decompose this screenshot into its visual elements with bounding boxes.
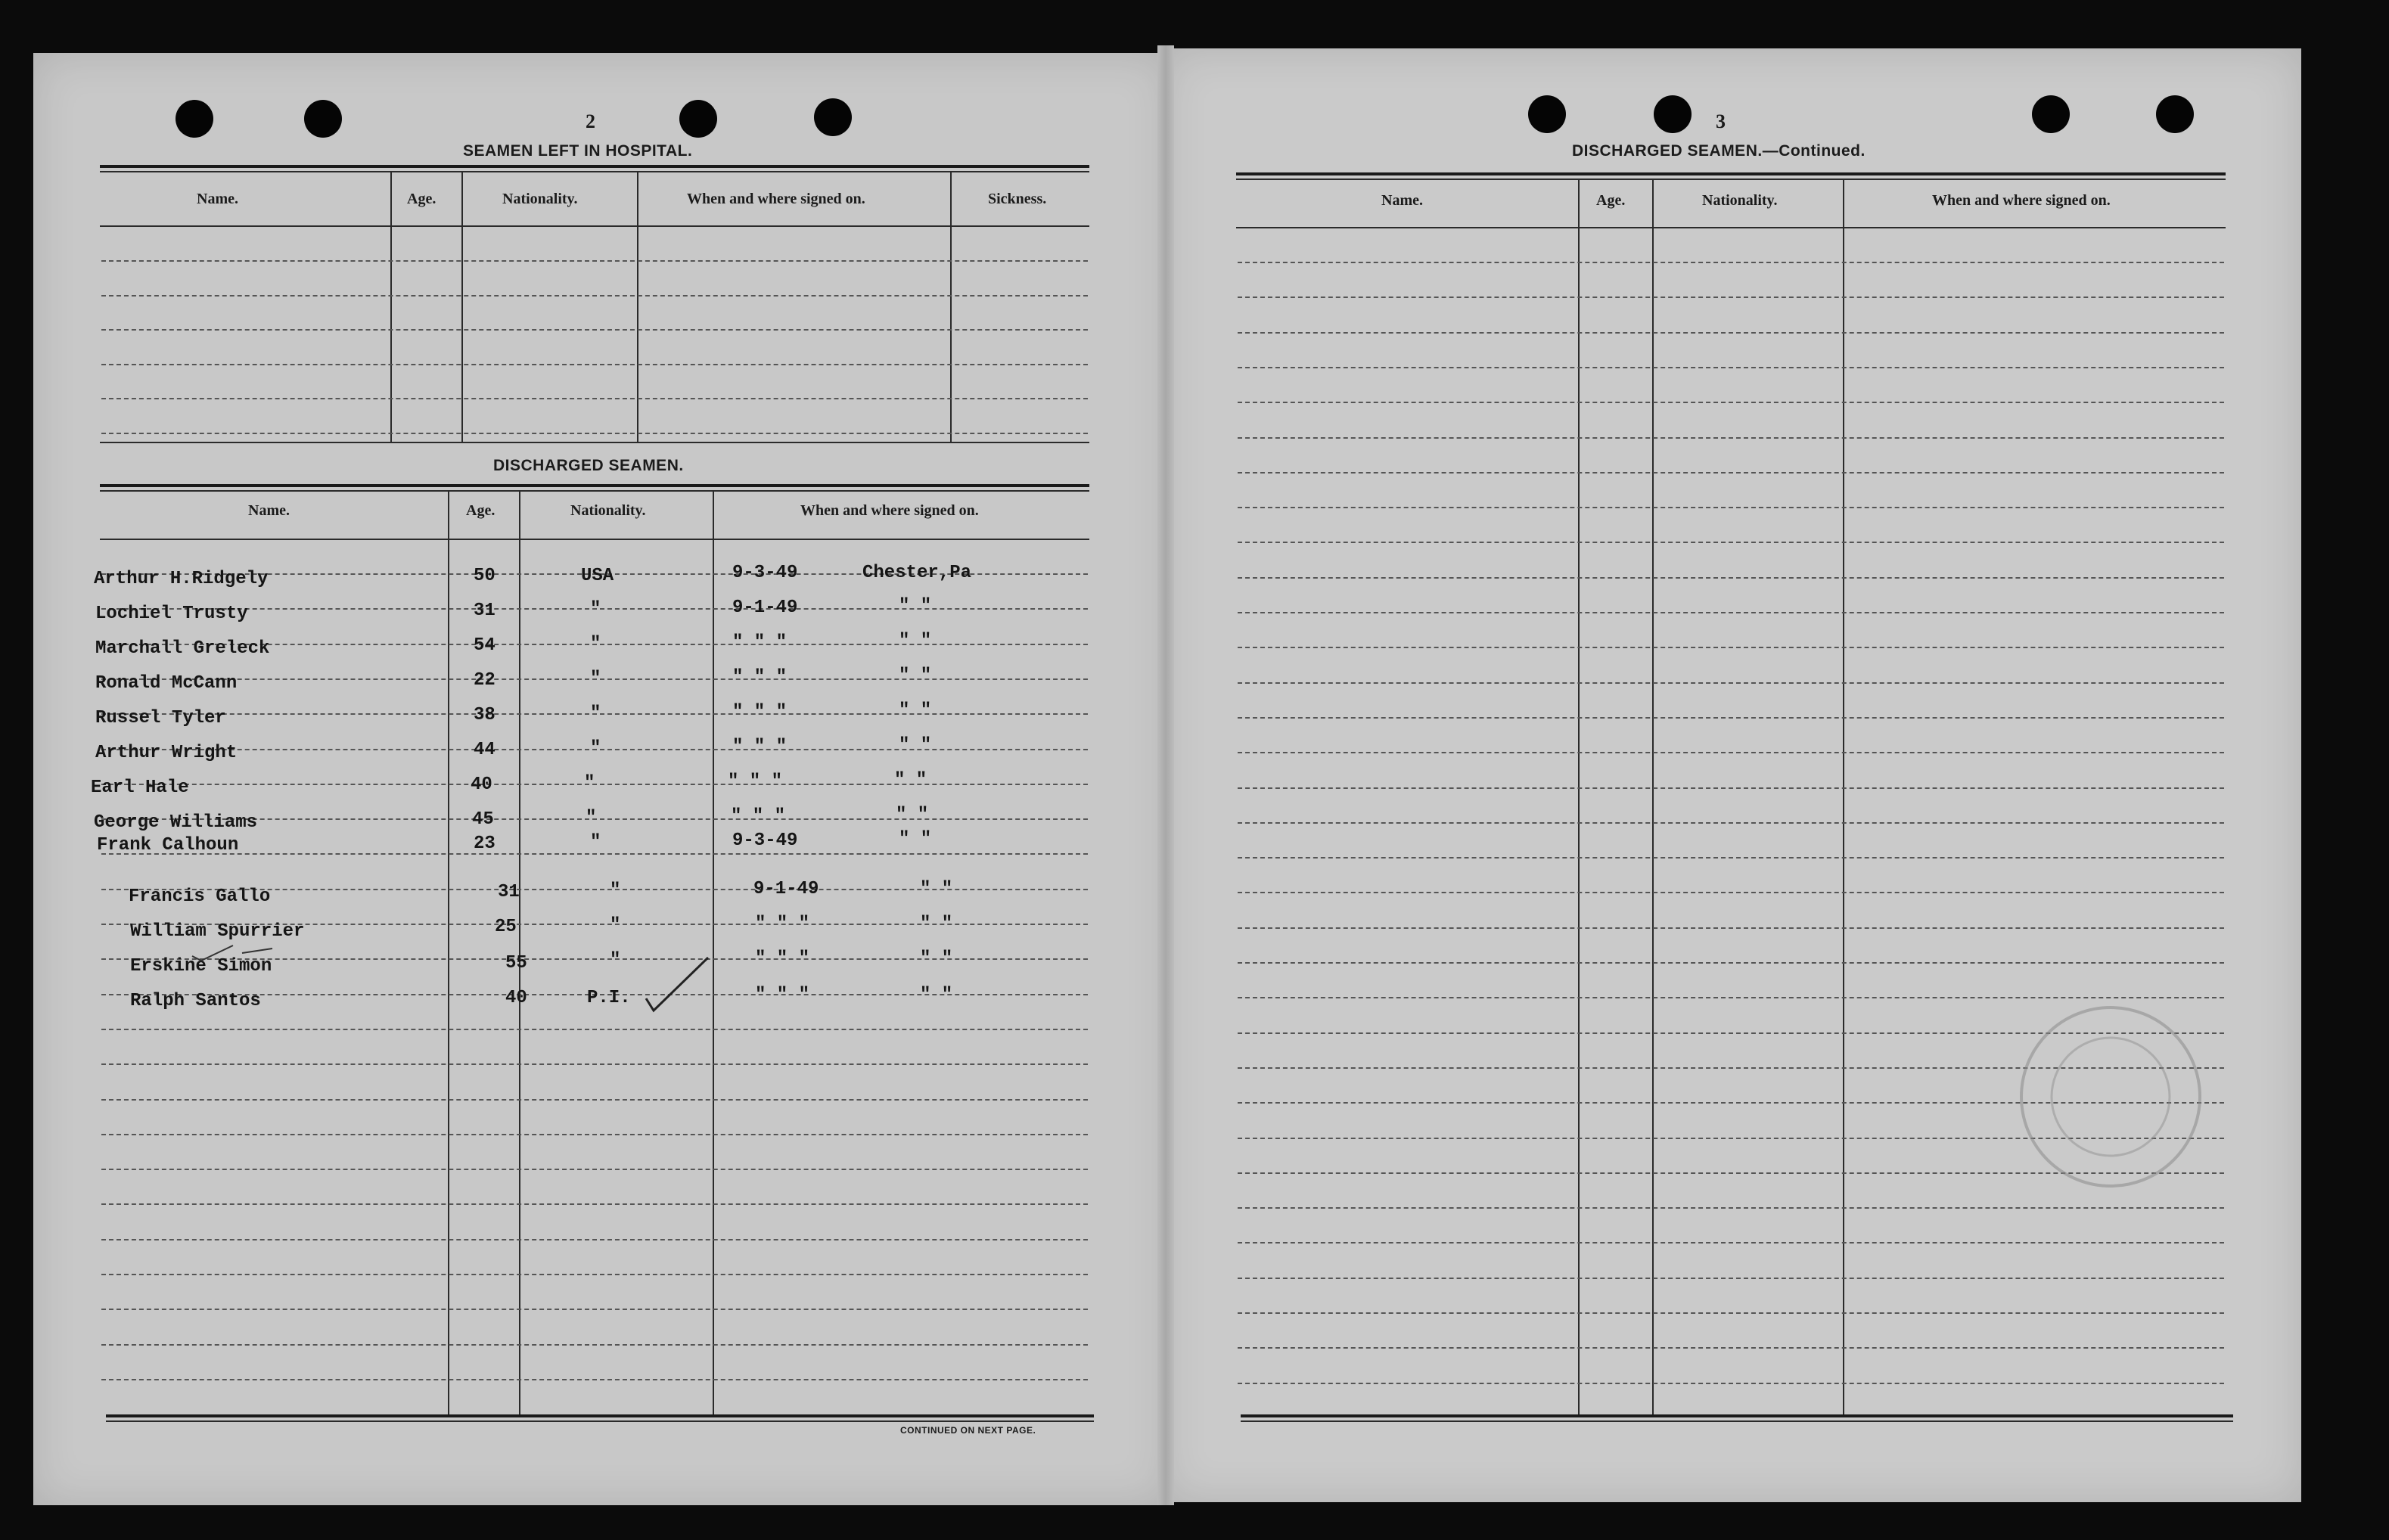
discharged-col-name: Name. [248, 502, 290, 519]
ruled-line [101, 329, 1088, 331]
ruled-line [1238, 962, 2224, 964]
seaman-place: " " [899, 735, 932, 756]
right-col-nationality: Nationality. [1702, 192, 1778, 209]
seaman-place: " " [899, 666, 932, 686]
table-rule [106, 1414, 1094, 1417]
punch-hole [679, 100, 717, 138]
seaman-nationality: " [590, 738, 601, 759]
table-rule [100, 225, 1089, 227]
right-col-age: Age. [1596, 192, 1626, 209]
column-rule [1578, 179, 1580, 1414]
hospital-col-signed-on: When and where signed on. [687, 191, 865, 207]
seaman-name: William Spurrier [130, 921, 305, 942]
page-number: 2 [586, 110, 595, 132]
seaman-nationality: " [586, 808, 597, 828]
hospital-col-age: Age. [407, 191, 436, 207]
seaman-nationality: " [590, 599, 601, 619]
ruled-line [101, 1134, 1088, 1135]
column-rule [1843, 179, 1844, 1414]
seaman-name: Arthur H.Ridgely [94, 569, 269, 589]
seaman-nationality: " [610, 880, 621, 901]
seaman-nationality: " [610, 915, 621, 936]
discharged-col-signed-on: When and where signed on. [800, 502, 979, 519]
seaman-place: " " [920, 914, 953, 934]
seaman-place: " " [920, 949, 953, 969]
table-rule [1236, 172, 2226, 175]
ruled-line [101, 295, 1088, 297]
ruled-line [1238, 542, 2224, 543]
seaman-nationality: " [590, 634, 601, 654]
postmark-stamp [1997, 983, 2224, 1210]
ruled-line [1238, 297, 2224, 298]
seaman-place: " " [899, 596, 932, 616]
ruled-line [1238, 717, 2224, 719]
seaman-age: 38 [474, 705, 496, 725]
column-rule [519, 490, 520, 1414]
table-rule [100, 490, 1089, 492]
right-col-signed-on: When and where signed on. [1932, 192, 2111, 209]
seaman-name: Earl Hale [91, 778, 189, 798]
ruled-line [1238, 927, 2224, 929]
seaman-place: Chester,Pa [862, 563, 972, 583]
seaman-date: " " " [755, 949, 810, 969]
column-rule [461, 171, 463, 443]
seaman-date: " " " [732, 737, 788, 757]
seaman-name: Erskine Simon [130, 956, 272, 976]
ruled-line [1238, 507, 2224, 508]
hospital-col-name: Name. [197, 191, 238, 207]
ruled-line [1238, 367, 2224, 368]
ruled-line [1238, 647, 2224, 648]
ruled-line [1238, 332, 2224, 334]
table-rule [100, 484, 1089, 487]
punch-hole [1528, 95, 1566, 133]
ruled-line [1238, 787, 2224, 789]
seaman-nationality: " [584, 773, 595, 793]
ruled-line [101, 1099, 1088, 1101]
seaman-age: 40 [505, 988, 527, 1008]
seaman-nationality: " [610, 950, 621, 970]
seaman-nationality: " [590, 832, 601, 852]
tick-mark-icon [189, 941, 280, 964]
seaman-nationality: " [590, 703, 601, 724]
seaman-age: 22 [474, 670, 496, 691]
table-rule [100, 165, 1089, 168]
ruled-line [101, 1169, 1088, 1170]
seaman-nationality: USA [581, 566, 614, 586]
discharged-col-age: Age. [466, 502, 496, 519]
seaman-date: 9-1-49 [753, 879, 819, 899]
table-rule [100, 442, 1089, 443]
seaman-age: 31 [498, 882, 520, 902]
ruled-line [1238, 752, 2224, 753]
seaman-place: " " [920, 985, 953, 1005]
seaman-place: " " [899, 829, 932, 849]
column-rule [950, 171, 952, 443]
seaman-age: 54 [474, 635, 496, 656]
seaman-name: Lochiel Trusty [95, 604, 248, 624]
discharged-heading: DISCHARGED SEAMEN. [493, 457, 684, 474]
seaman-age: 40 [471, 775, 492, 795]
seaman-date: " " " [732, 702, 788, 722]
ruled-line [1238, 1347, 2224, 1349]
punch-hole [2032, 95, 2070, 133]
continued-heading: DISCHARGED SEAMEN.—Continued. [1572, 142, 1866, 160]
right-col-name: Name. [1381, 192, 1423, 209]
seaman-place: " " [894, 770, 927, 790]
seaman-age: 50 [474, 566, 496, 586]
seaman-date: " " " [755, 914, 810, 934]
ruled-line [1238, 1242, 2224, 1243]
table-rule [100, 539, 1089, 540]
seaman-name: Frank Calhoun [97, 835, 239, 855]
ruled-line [1238, 472, 2224, 473]
seaman-date: 9-1-49 [732, 598, 798, 618]
ruled-line [101, 1309, 1088, 1310]
ruled-line [1238, 1383, 2224, 1384]
ruled-line [1238, 892, 2224, 893]
seaman-age: 55 [505, 953, 527, 973]
seaman-name: Ralph Santos [130, 991, 261, 1011]
hospital-heading: SEAMEN LEFT IN HOSPITAL. [463, 142, 693, 160]
page-gutter [1157, 45, 1174, 1505]
ruled-line [1238, 682, 2224, 684]
seaman-date: 9-3-49 [732, 563, 798, 583]
punch-hole [1654, 95, 1692, 133]
seaman-date: " " " [732, 632, 788, 653]
ruled-line [101, 1063, 1088, 1065]
seaman-name: Marchall Greleck [95, 638, 270, 659]
column-rule [637, 171, 638, 443]
seaman-place: " " [920, 879, 953, 899]
column-rule [448, 490, 449, 1414]
continued-footer: CONTINUED ON NEXT PAGE. [900, 1425, 1036, 1436]
ruled-line [1238, 612, 2224, 613]
ruled-line [1238, 262, 2224, 263]
ruled-line [1238, 822, 2224, 824]
seaman-date: " " " [755, 985, 810, 1005]
seaman-age: 25 [495, 917, 517, 937]
ruled-line [1238, 437, 2224, 439]
seaman-name: Ronald McCann [95, 673, 238, 694]
seaman-date: 9-3-49 [732, 831, 798, 851]
table-rule [1236, 179, 2226, 180]
table-rule [1236, 227, 2226, 228]
hospital-col-nationality: Nationality. [502, 191, 578, 207]
check-mark-icon [643, 953, 711, 1017]
hospital-col-sickness: Sickness. [988, 191, 1047, 207]
seaman-place: " " [899, 631, 932, 651]
seaman-name: Russel Tyler [95, 708, 226, 728]
ruled-line [1238, 1278, 2224, 1279]
seaman-place: " " [899, 700, 932, 721]
right-page [1163, 48, 2301, 1502]
ruled-line [101, 364, 1088, 365]
seaman-name: George Williams [94, 812, 258, 833]
punch-hole [814, 98, 852, 136]
seaman-nationality: " [590, 669, 601, 689]
page-number: 3 [1716, 110, 1726, 132]
table-rule [100, 171, 1089, 172]
seaman-age: 31 [474, 601, 496, 621]
ruled-line [101, 260, 1088, 262]
ruled-line [1238, 1312, 2224, 1314]
column-rule [713, 490, 714, 1414]
discharged-col-nationality: Nationality. [570, 502, 646, 519]
ruled-line [101, 1203, 1088, 1205]
seaman-age: 44 [474, 740, 496, 760]
column-rule [1652, 179, 1654, 1414]
seaman-place: " " [896, 805, 929, 825]
seaman-age: 45 [472, 809, 494, 830]
table-rule [106, 1420, 1094, 1422]
table-rule [1241, 1420, 2233, 1422]
ruled-line [101, 433, 1088, 434]
ruled-line [101, 398, 1088, 399]
seaman-date: " " " [732, 667, 788, 688]
column-rule [390, 171, 392, 443]
left-page [33, 53, 1170, 1505]
ruled-line [101, 853, 1088, 855]
punch-hole [2156, 95, 2194, 133]
ruled-line [1238, 402, 2224, 403]
ruled-line [101, 1379, 1088, 1380]
ruled-line [1238, 857, 2224, 858]
seaman-age: 23 [474, 834, 496, 854]
ruled-line [101, 1029, 1088, 1030]
seaman-nationality: P.I. [587, 988, 631, 1008]
punch-hole [176, 100, 213, 138]
seaman-name: Arthur Wright [95, 743, 238, 763]
table-rule [1241, 1414, 2233, 1417]
ruled-line [101, 1274, 1088, 1275]
punch-hole [304, 100, 342, 138]
ruled-line [101, 1239, 1088, 1240]
ruled-line [101, 1344, 1088, 1346]
seaman-name: Francis Gallo [129, 886, 271, 907]
seaman-date: " " " [728, 772, 783, 792]
ruled-line [1238, 577, 2224, 579]
seaman-date: " " " [731, 806, 786, 827]
